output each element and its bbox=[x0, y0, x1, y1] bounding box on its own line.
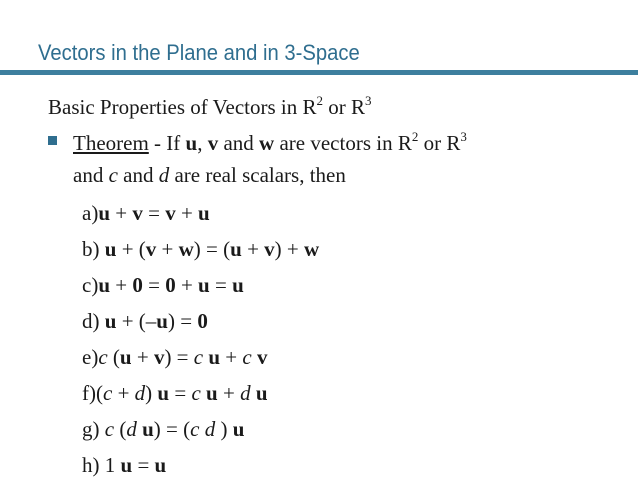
formula-operator: = bbox=[209, 273, 233, 297]
theorem-text: are vectors in R bbox=[274, 131, 412, 155]
vector-symbol: u bbox=[198, 201, 210, 225]
formula-operator: + bbox=[131, 345, 154, 369]
scalar-symbol: c bbox=[242, 345, 252, 369]
scalar-symbol: c bbox=[103, 381, 113, 405]
property-label: h) bbox=[82, 453, 105, 477]
theorem-line-1 bbox=[73, 131, 467, 156]
property-d bbox=[82, 309, 208, 334]
vector-symbol: u bbox=[119, 345, 132, 369]
superscript: 3 bbox=[460, 129, 467, 144]
vector-symbol: w bbox=[304, 237, 320, 261]
formula-operator: 1 bbox=[104, 453, 121, 477]
formula-operator: ( bbox=[107, 345, 120, 369]
vector-symbol: 0 bbox=[132, 273, 143, 297]
property-b bbox=[82, 237, 319, 262]
scalar-c: c bbox=[108, 163, 118, 187]
vector-symbol: 0 bbox=[197, 309, 208, 333]
square-bullet-icon bbox=[48, 136, 57, 145]
vector-symbol: u bbox=[230, 237, 242, 261]
property-label: b) bbox=[82, 237, 105, 261]
scalar-symbol: d bbox=[134, 381, 146, 405]
formula-operator: + (– bbox=[116, 309, 157, 333]
subheading-mid: or R bbox=[323, 95, 365, 119]
theorem-label: Theorem bbox=[73, 131, 149, 155]
theorem-text: , bbox=[197, 131, 208, 155]
formula-operator: + bbox=[110, 201, 133, 225]
theorem-text: are real scalars, then bbox=[169, 163, 346, 187]
formula-operator: = bbox=[169, 381, 192, 405]
formula-operator: = bbox=[132, 453, 155, 477]
formula-operator: + bbox=[175, 273, 199, 297]
formula-operator: ( bbox=[96, 381, 103, 405]
vector-symbol: v bbox=[132, 201, 143, 225]
vector-symbol: u bbox=[232, 273, 244, 297]
vector-u: u bbox=[185, 131, 198, 155]
theorem-line-2 bbox=[73, 163, 346, 188]
property-label: d) bbox=[82, 309, 105, 333]
scalar-symbol: d bbox=[240, 381, 251, 405]
vector-symbol: u bbox=[98, 273, 111, 297]
formula-operator: + bbox=[220, 345, 243, 369]
title-underline-bar bbox=[0, 70, 638, 75]
theorem-text: and bbox=[218, 131, 260, 155]
vector-symbol: u bbox=[104, 237, 117, 261]
vector-symbol: u bbox=[198, 273, 210, 297]
vector-symbol: u bbox=[157, 381, 170, 405]
formula-operator: = bbox=[142, 201, 166, 225]
property-g bbox=[82, 417, 244, 442]
vector-symbol: u bbox=[208, 345, 221, 369]
property-label: e) bbox=[82, 345, 99, 369]
theorem-text: and bbox=[73, 163, 109, 187]
formula-operator: ) = bbox=[167, 309, 198, 333]
formula-operator: + bbox=[241, 237, 265, 261]
formula-operator: + bbox=[217, 381, 241, 405]
scalar-symbol: d bbox=[204, 417, 216, 441]
subheading bbox=[48, 95, 372, 120]
vector-w: w bbox=[259, 131, 275, 155]
scalar-symbol: c bbox=[104, 417, 115, 441]
property-label: c) bbox=[82, 273, 99, 297]
property-label: f) bbox=[82, 381, 96, 405]
scalar-symbol: d bbox=[126, 417, 137, 441]
vector-symbol: u bbox=[104, 309, 117, 333]
vector-symbol: u bbox=[206, 381, 218, 405]
theorem-text: and bbox=[117, 163, 159, 187]
property-a bbox=[82, 201, 210, 226]
property-label: a) bbox=[82, 201, 99, 225]
vector-symbol: u bbox=[255, 381, 268, 405]
vector-symbol: u bbox=[154, 453, 167, 477]
property-c bbox=[82, 273, 244, 298]
formula-operator: = bbox=[142, 273, 166, 297]
superscript: 2 bbox=[411, 129, 419, 144]
formula-operator: ) = ( bbox=[193, 237, 231, 261]
formula-operator: + bbox=[175, 201, 199, 225]
formula-operator: ( bbox=[114, 417, 127, 441]
theorem-text: - If bbox=[148, 131, 186, 155]
property-e bbox=[82, 345, 267, 370]
subheading-text: Basic Properties of Vectors in R bbox=[48, 95, 317, 119]
formula-operator: + ( bbox=[116, 237, 146, 261]
vector-symbol: v bbox=[256, 345, 268, 369]
vector-symbol: 0 bbox=[165, 273, 176, 297]
vector-symbol: u bbox=[232, 417, 245, 441]
formula-operator: + bbox=[112, 381, 135, 405]
scalar-symbol: c bbox=[190, 417, 200, 441]
theorem-text: or R bbox=[418, 131, 461, 155]
formula-operator: ) + bbox=[274, 237, 305, 261]
vector-symbol: v bbox=[153, 345, 165, 369]
vector-symbol: u bbox=[98, 201, 111, 225]
scalar-d: d bbox=[158, 163, 170, 187]
property-f bbox=[82, 381, 268, 406]
property-label: g) bbox=[82, 417, 105, 441]
formula-operator: + bbox=[110, 273, 133, 297]
scalar-symbol: c bbox=[191, 381, 201, 405]
vector-symbol: u bbox=[156, 309, 168, 333]
vector-symbol: v bbox=[145, 237, 157, 261]
formula-operator: ) bbox=[145, 381, 158, 405]
scalar-symbol: c bbox=[193, 345, 204, 369]
formula-operator: ) bbox=[215, 417, 233, 441]
formula-operator: ) = bbox=[164, 345, 194, 369]
scalar-symbol: c bbox=[98, 345, 108, 369]
subheading-sup-2: 2 bbox=[316, 93, 323, 108]
formula-operator: + bbox=[156, 237, 179, 261]
vector-symbol: u bbox=[142, 417, 154, 441]
slide-title: Vectors in the Plane and in 3-Space bbox=[38, 40, 360, 65]
subheading-sup-3: 3 bbox=[365, 93, 372, 108]
vector-symbol: w bbox=[178, 237, 194, 261]
vector-v: v bbox=[207, 131, 219, 155]
vector-symbol: v bbox=[264, 237, 275, 261]
vector-symbol: v bbox=[165, 201, 176, 225]
property-h bbox=[82, 453, 166, 478]
vector-symbol: u bbox=[120, 453, 133, 477]
formula-operator: ) = ( bbox=[153, 417, 191, 441]
